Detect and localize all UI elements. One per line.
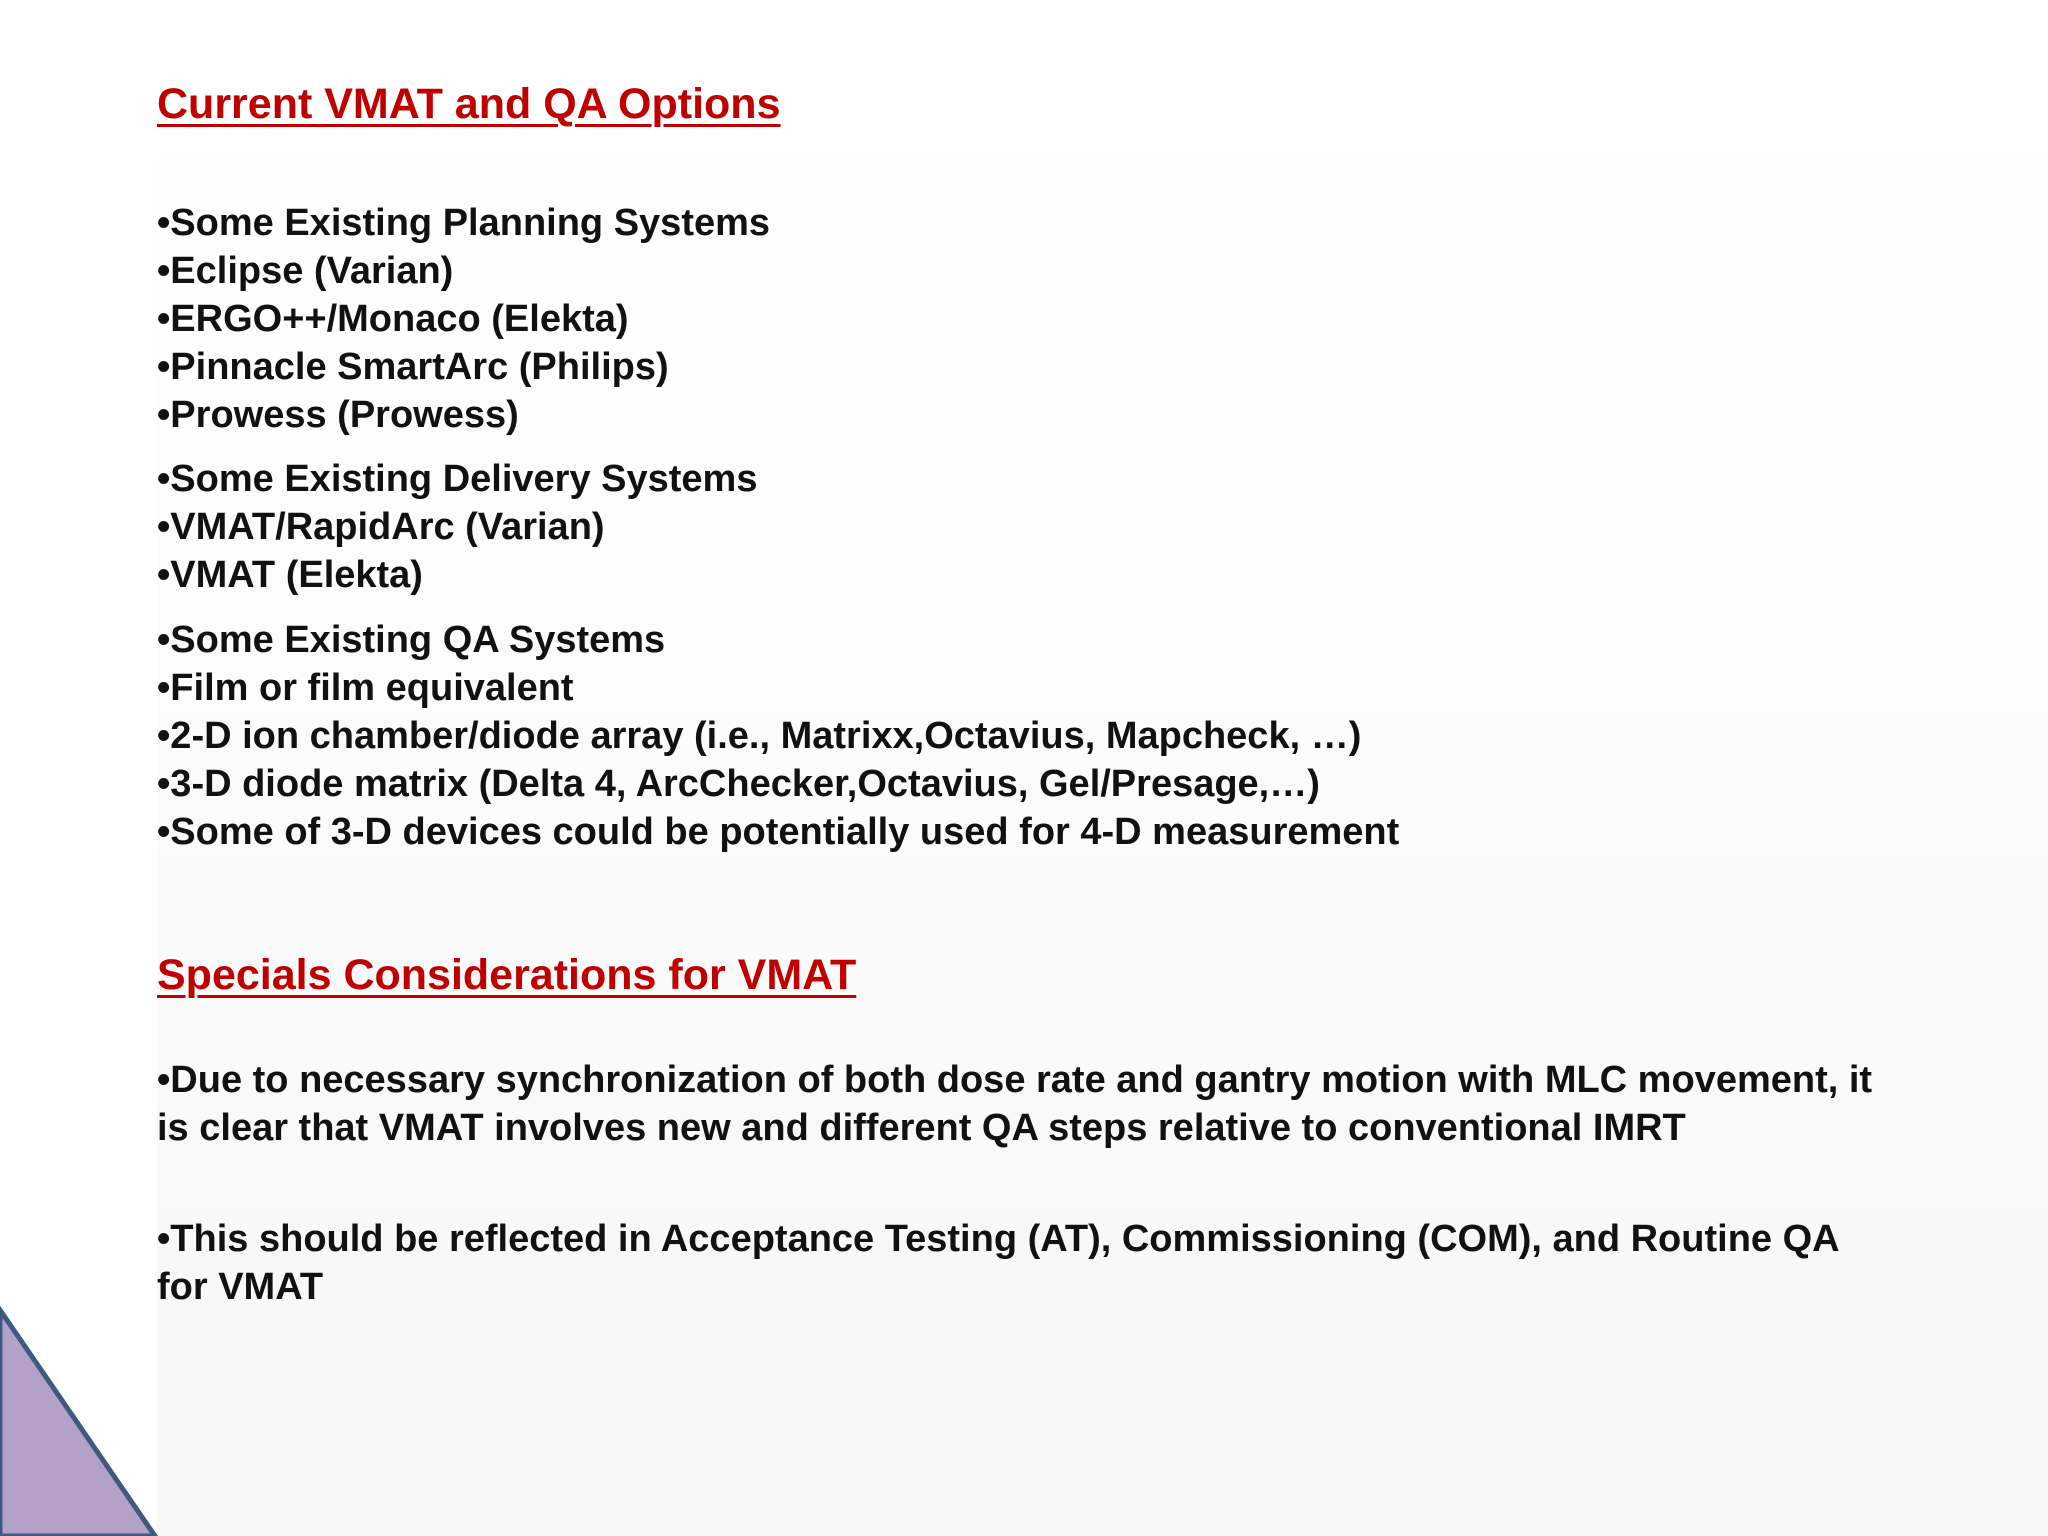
- list-item: •Some of 3-D devices could be potentially used for 4-D measurement: [157, 811, 1400, 853]
- list-item: •2-D ion chamber/diode array (i.e., Matrixx,Octavius, Mapcheck, …): [157, 715, 1362, 757]
- delivery-systems-heading: •Some Existing Delivery Systems: [157, 458, 758, 500]
- corner-triangle-decoration: [0, 1300, 170, 1536]
- list-item: •ERGO++/Monaco (Elekta): [157, 298, 629, 340]
- list-item: •VMAT (Elekta): [157, 554, 423, 596]
- delivery-systems-list: [157, 455, 757, 599]
- qa-systems-heading: •Some Existing QA Systems: [157, 619, 666, 661]
- planning-systems-heading: •Some Existing Planning Systems: [157, 202, 771, 244]
- list-item: •3-D diode matrix (Delta 4, ArcChecker,Octavius, Gel/Presage,…): [157, 763, 1320, 805]
- section-title-vmat-qa-options: Current VMAT and QA Options: [157, 80, 781, 128]
- list-item: •Pinnacle SmartArc (Philips): [157, 346, 669, 388]
- section-title-special-considerations: Specials Considerations for VMAT: [157, 951, 857, 999]
- list-item: •Prowess (Prowess): [157, 394, 519, 436]
- list-item: •Film or film equivalent: [157, 667, 574, 709]
- consideration-paragraph: •Due to necessary synchronization of both dose rate and gantry motion with MLC movement, it is clear that VMAT involves new and different QA steps relative to conventional IMRT: [157, 1059, 1873, 1149]
- consideration-paragraph: •This should be reflected in Acceptance Testing (AT), Commissioning (COM), and Routine QA for VMAT: [157, 1218, 1839, 1308]
- list-item: •VMAT/RapidArc (Varian): [157, 506, 605, 548]
- qa-systems-list: [157, 616, 1399, 856]
- list-item: •Eclipse (Varian): [157, 250, 454, 292]
- triangle-shape: [0, 1310, 155, 1536]
- planning-systems-list: [157, 199, 770, 439]
